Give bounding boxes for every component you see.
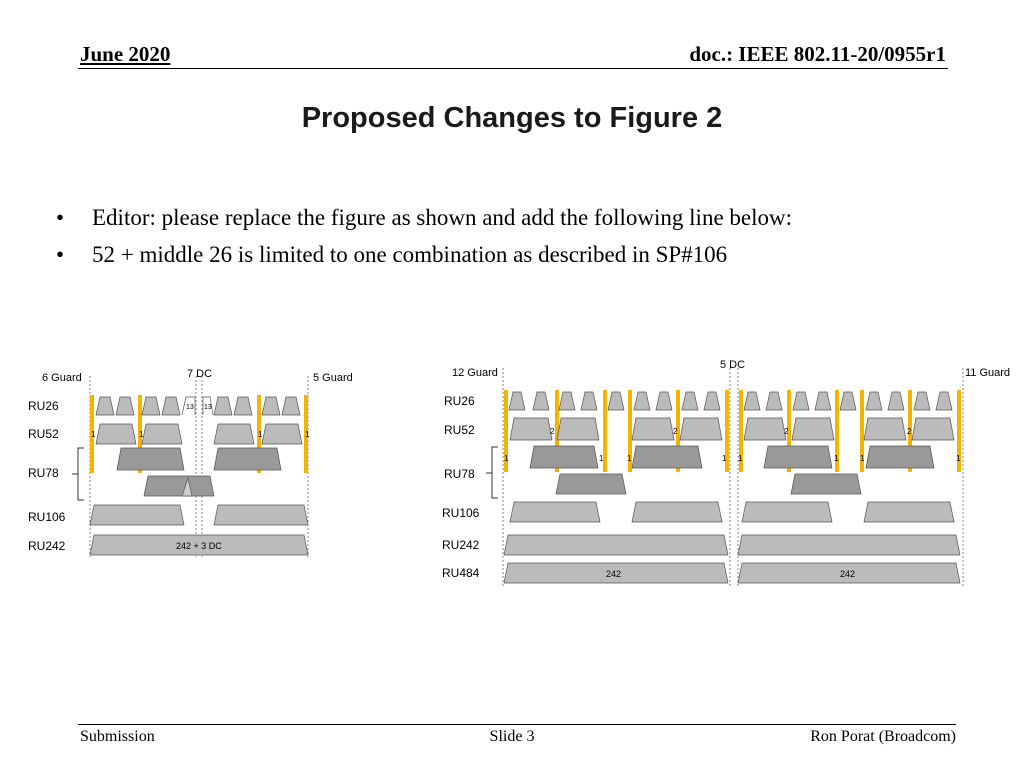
ru78-mark: 1 [860,454,865,463]
header-rule [78,68,948,69]
ru-figure-20mhz [22,362,367,567]
slide-title: Proposed Changes to Figure 2 [301,102,723,134]
ru242-label: 242 + 3 DC [176,541,222,551]
bullet-marker: • [56,205,65,230]
ru242-block [90,535,308,555]
ru78-mark: 1 [834,454,839,463]
ru106-blocks [510,502,954,522]
bullet-item [56,204,792,241]
ru484-label: 242 [606,569,622,579]
ru52-mark: 1 [139,430,144,439]
ru78-mark: 1 [599,454,604,463]
ru78-mark: 1 [738,454,743,463]
row-label-ru52: RU52 [444,423,475,437]
ru78-mark: 1 [504,454,509,463]
footer-submission: Submission [80,728,155,745]
ru26-blocks [509,392,952,410]
row-label-ru106: RU106 [28,510,66,524]
row-label-ru242: RU242 [442,538,480,552]
ru242-blocks [504,535,960,555]
ru52-mark: 2 [784,427,789,436]
footer-author: Ron Porat (Broadcom) [810,728,956,745]
ru78-mark: 1 [627,454,632,463]
header-doc-number: doc.: IEEE 802.11-20/0955r1 [689,42,946,66]
row-label-ru242: RU242 [28,539,66,553]
footer-slide-number: Slide 3 [489,728,535,745]
row-label-ru78: RU78 [28,466,59,480]
ru26-center-label: 13 [204,404,212,411]
ru26-blocks [96,397,300,415]
row-label-ru484: RU484 [442,566,480,580]
row-label-ru78: RU78 [444,467,475,481]
ru52-mark: 2 [907,427,912,436]
bullet-marker: • [56,242,65,267]
ru106-blocks [90,505,308,525]
ru52-mark: 2 [673,427,678,436]
guard-left-label: 12 Guard [452,367,498,379]
ru78-bracket [486,447,498,498]
ru78-mark: 1 [722,454,727,463]
ru78-mark: 1 [956,454,961,463]
ru78-bracket [72,448,84,500]
ru52-mark: 1 [91,430,96,439]
guard-right-label: 5 Guard [313,372,353,384]
row-label-ru106: RU106 [442,506,480,520]
row-label-ru26: RU26 [28,399,59,413]
ru484-label: 242 [840,569,856,579]
ru484-blocks [504,563,960,583]
dc-label: 7 DC [187,368,213,380]
bullet-list [56,204,792,278]
bullet-text: Editor: please replace the figure as shown and add the following line below: [92,205,793,230]
dc-label: 5 DC [720,359,746,371]
row-label-ru26: RU26 [444,394,475,408]
guard-left-label: 6 Guard [42,372,82,384]
ru52-blocks [96,424,302,444]
ru-figure-40mhz [436,354,1020,594]
bullet-text: 52 + middle 26 is limited to one combination as described in SP#106 [92,242,728,267]
header-date: June 2020 [80,42,171,66]
bullet-item [56,241,792,278]
row-label-ru52: RU52 [28,427,59,441]
ru52-mark: 1 [258,430,263,439]
ru78-blocks [530,446,934,494]
ru26-center-label: 13 [186,404,194,411]
ru52-mark: 2 [550,427,555,436]
footer-rule [78,724,956,725]
ru52-mark: 1 [305,430,310,439]
ru52-blocks [510,418,954,440]
guard-right-label: 11 Guard [965,367,1011,379]
